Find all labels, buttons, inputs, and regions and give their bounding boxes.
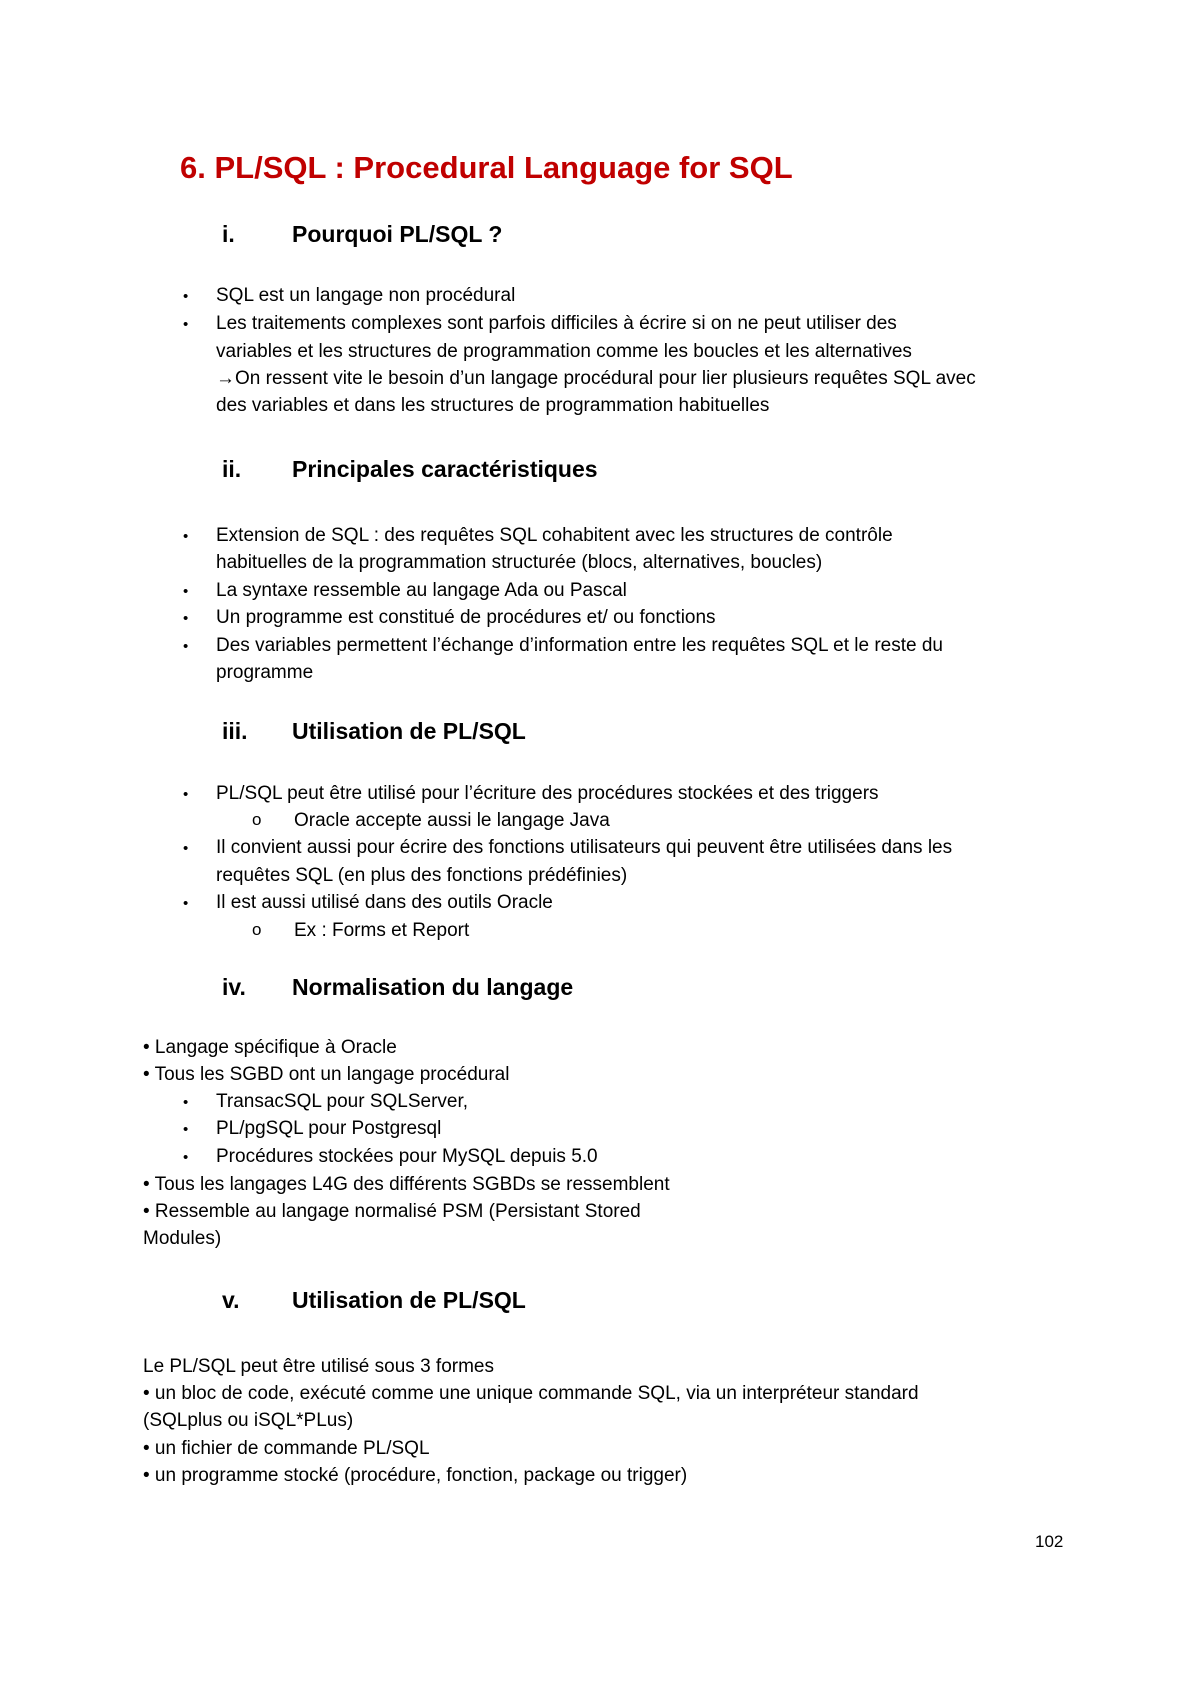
section-title: Pourquoi PL/SQL ? [292, 221, 503, 247]
list-item: Des variables permettent l’échange d’information entre les requêtes SQL et le reste du [216, 635, 943, 656]
section-title: Utilisation de PL/SQL [292, 718, 526, 744]
list-item: Il est aussi utilisé dans des outils Oracle [216, 892, 553, 913]
section-numeral: v. [222, 1287, 240, 1313]
list-item-continuation: programme [216, 662, 314, 683]
list-item-continuation: des variables et dans les structures de programmation habituelles [216, 395, 770, 416]
paragraph: Le PL/SQL peut être utilisé sous 3 formes [143, 1356, 494, 1377]
bullet-icon: • [183, 638, 189, 655]
section-numeral: iii. [222, 718, 248, 744]
section-title: Principales caractéristiques [292, 456, 598, 482]
list-item-continuation: →On ressent vite le besoin d’un langage procédural pour lier plusieurs requêtes SQL avec [216, 368, 976, 389]
list-item-continuation: habituelles de la programmation structurée (blocs, alternatives, boucles) [216, 552, 823, 573]
bullet-icon: • [183, 1121, 189, 1138]
sub-bullet-icon: o [252, 920, 262, 939]
sub-list-item: PL/pgSQL pour Postgresql [216, 1118, 442, 1139]
list-item: • un bloc de code, exécuté comme une unique commande SQL, via un interpréteur standard [143, 1383, 919, 1404]
list-item: • un programme stocké (procédure, fonction, package ou trigger) [143, 1465, 688, 1486]
sub-list-item: TransacSQL pour SQLServer, [216, 1091, 469, 1112]
section-title: Normalisation du langage [292, 974, 574, 1000]
bullet-icon: • [183, 583, 189, 600]
bullet-icon: • [183, 895, 189, 912]
section-heading-iii [222, 718, 722, 748]
sub-bullet-icon: o [252, 810, 262, 829]
section-numeral: iv. [222, 974, 246, 1000]
list-item: Extension de SQL : des requêtes SQL cohabitent avec les structures de contrôle [216, 525, 893, 546]
bullet-icon: • [183, 288, 189, 305]
list-item: SQL est un langage non procédural [216, 285, 516, 306]
list-item: • Langage spécifique à Oracle [143, 1037, 397, 1058]
section-title: Utilisation de PL/SQL [292, 1287, 526, 1313]
sub-list-item: Oracle accepte aussi le langage Java [294, 810, 610, 831]
list-item: PL/SQL peut être utilisé pour l’écriture des procédures stockées et des triggers [216, 783, 879, 804]
bullet-icon: • [183, 786, 189, 803]
section-heading-ii [222, 456, 722, 486]
list-item: • Tous les SGBD ont un langage procédural [143, 1064, 510, 1085]
bullet-icon: • [183, 610, 189, 627]
list-item: • Tous les langages L4G des différents SGBDs se ressemblent [143, 1174, 670, 1195]
bullet-icon: • [183, 1149, 189, 1166]
bullet-icon: • [183, 840, 189, 857]
list-item: • un fichier de commande PL/SQL [143, 1438, 430, 1459]
list-item: • Ressemble au langage normalisé PSM (Persistant Stored [143, 1201, 641, 1222]
bullet-icon: • [183, 316, 189, 333]
list-item: Les traitements complexes sont parfois difficiles à écrire si on ne peut utiliser des [216, 313, 897, 334]
section-heading-iv [222, 974, 722, 1004]
bullet-icon: • [183, 1094, 189, 1111]
section-numeral: i. [222, 221, 235, 247]
page-title: 6. PL/SQL : Procedural Language for SQL [180, 150, 793, 185]
section-heading-i [222, 221, 722, 251]
list-item-continuation: requêtes SQL (en plus des fonctions prédéfinies) [216, 865, 628, 886]
list-item-continuation: (SQLplus ou iSQL*PLus) [143, 1410, 354, 1431]
list-item-continuation: variables et les structures de programmation comme les boucles et les alternatives [216, 341, 912, 362]
sub-list-item: Procédures stockées pour MySQL depuis 5.0 [216, 1146, 598, 1167]
list-item: Un programme est constitué de procédures et/ ou fonctions [216, 607, 716, 628]
bullet-icon: • [183, 528, 189, 545]
page-number: 102 [1035, 1532, 1064, 1551]
list-item: La syntaxe ressemble au langage Ada ou Pascal [216, 580, 627, 601]
sub-list-item: Ex : Forms et Report [294, 920, 470, 941]
list-item: Il convient aussi pour écrire des fonctions utilisateurs qui peuvent être utilisées dans les [216, 837, 953, 858]
section-numeral: ii. [222, 456, 242, 482]
section-heading-v [222, 1287, 722, 1317]
list-item-continuation: Modules) [143, 1228, 222, 1249]
